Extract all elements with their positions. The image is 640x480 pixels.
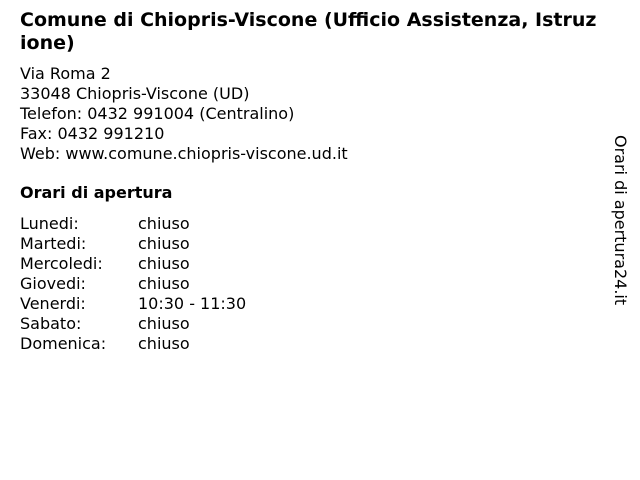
address-block xyxy=(20,64,348,164)
hours-value: chiuso xyxy=(138,214,190,233)
hours-row-monday xyxy=(20,214,246,234)
site-watermark: Orari di apertura24.it xyxy=(611,135,630,306)
hours-value: chiuso xyxy=(138,314,190,333)
hours-value: 10:30 - 11:30 xyxy=(138,294,247,313)
phone-number: Telefon: 0432 991004 (Centralino) xyxy=(20,104,295,123)
hours-value: chiuso xyxy=(138,334,190,353)
day-label: Mercoledi: xyxy=(20,254,103,273)
day-label: Domenica: xyxy=(20,334,107,353)
hours-value: chiuso xyxy=(138,274,190,293)
street-address: Via Roma 2 xyxy=(20,64,111,83)
day-label: Sabato: xyxy=(20,314,82,333)
hours-row-thursday xyxy=(20,274,246,294)
page-title: Comune di Chiopris-Viscone (Ufficio Assistenza, Istruzione) xyxy=(20,9,597,54)
website: Web: www.comune.chiopris-viscone.ud.it xyxy=(20,144,348,163)
opening-hours-heading: Orari di apertura xyxy=(20,183,173,202)
day-label: Martedi: xyxy=(20,234,87,253)
fax-number: Fax: 0432 991210 xyxy=(20,124,165,143)
hours-row-sunday xyxy=(20,334,246,354)
hours-value: chiuso xyxy=(138,254,190,273)
day-label: Giovedi: xyxy=(20,274,86,293)
day-label: Lunedi: xyxy=(20,214,79,233)
city-address: 33048 Chiopris-Viscone (UD) xyxy=(20,84,250,103)
hours-row-tuesday xyxy=(20,234,246,254)
hours-row-saturday xyxy=(20,314,246,334)
day-label: Venerdi: xyxy=(20,294,86,313)
hours-value: chiuso xyxy=(138,234,190,253)
hours-row-friday xyxy=(20,294,246,314)
opening-hours-table xyxy=(20,214,246,354)
hours-row-wednesday xyxy=(20,254,246,274)
